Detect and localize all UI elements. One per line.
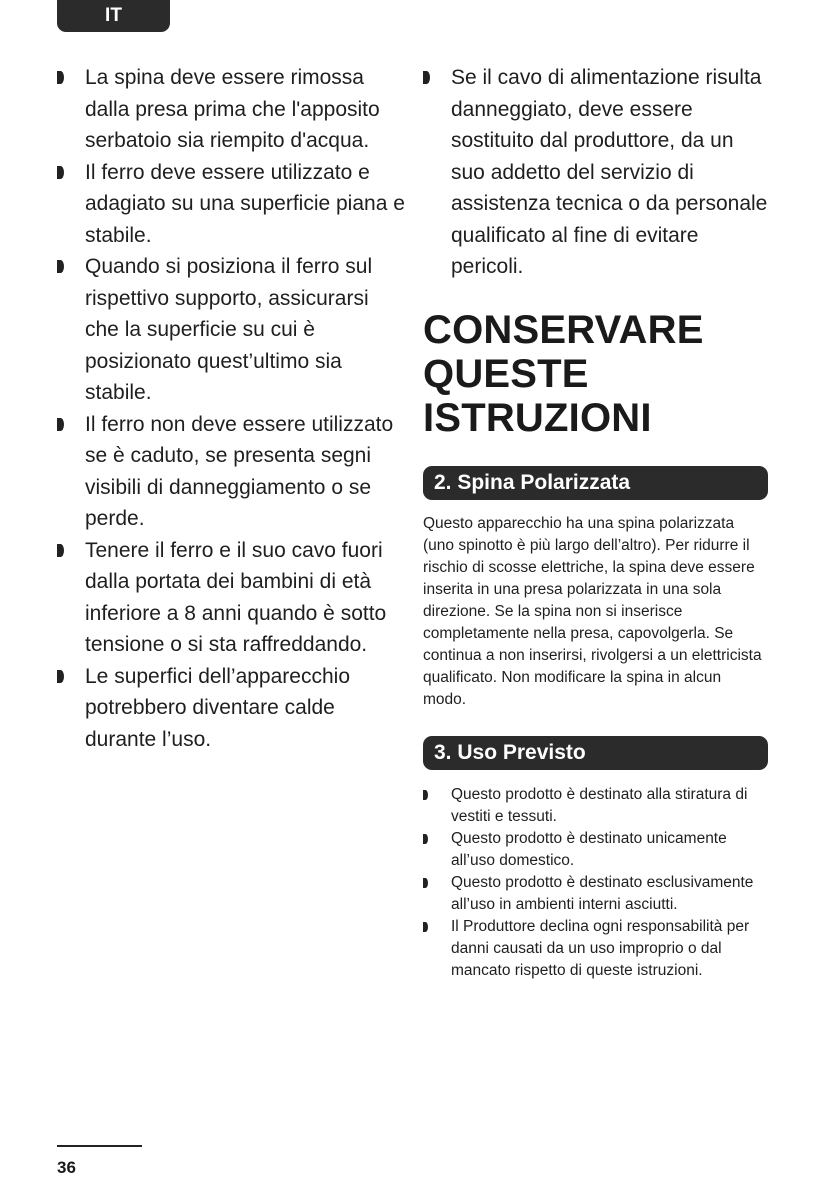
- section-2-title: 2. Spina Polarizzata: [423, 466, 768, 500]
- list-item: Il Produttore declina ogni responsabilità per danni causati da un uso improprio o dal mancato rispetto di queste istruzioni.: [423, 916, 768, 982]
- language-tab: [57, 0, 170, 32]
- list-item: Tenere il ferro e il suo cavo fuori dalla portata dei bambini di età inferiore a 8 anni quando è sotto tensione o si sta raffreddando.: [57, 535, 407, 661]
- bullet-icon: [57, 544, 64, 557]
- language-code: IT: [105, 5, 122, 26]
- bullet-icon: [57, 166, 64, 179]
- bullet-icon: [57, 260, 64, 273]
- list-item: Questo prodotto è destinato esclusivamente all’uso in ambienti interni asciutti.: [423, 872, 768, 916]
- left-column: [57, 62, 407, 755]
- safety-list-right: [423, 62, 768, 283]
- list-item: Il ferro deve essere utilizzato e adagiato su una superficie piana e stabile.: [57, 157, 407, 252]
- list-item: Se il cavo di alimentazione risulta danneggiato, deve essere sostituito dal produttore, da un suo addetto del servizio di assistenza tecnica o da personale qualificato al fine di evitare pericoli.: [423, 62, 768, 283]
- list-item: Questo prodotto è destinato unicamente all’uso domestico.: [423, 828, 768, 872]
- right-column: [423, 62, 768, 982]
- footer-divider: [57, 1145, 142, 1147]
- section-3-title: 3. Uso Previsto: [423, 736, 768, 770]
- bullet-icon: [423, 71, 430, 84]
- bullet-icon: [57, 71, 64, 84]
- section-2-text: Questo apparecchio ha una spina polarizzata (uno spinotto è più largo dell’altro). Per ridurre il rischio di scosse elettriche, la spina deve essere inserita in una presa polarizzata in una sola direzione. Se la spina non si inserisce completamente nella presa, capovolgerla. Se continua a non inserirsi, rivolgersi a un elettricista qualificato. Non modificare la spina in alcun modo.: [423, 514, 762, 708]
- bullet-icon: [57, 670, 64, 683]
- list-item: Quando si posiziona il ferro sul rispettivo supporto, assicurarsi che la superficie su cui è posizionato quest’ultimo sia stabile.: [57, 251, 407, 409]
- list-item: Il ferro non deve essere utilizzato se è caduto, se presenta segni visibili di danneggiamento o se perde.: [57, 409, 407, 535]
- intended-use-list: [423, 784, 768, 982]
- bullet-icon: [423, 878, 428, 888]
- bullet-icon: [423, 790, 428, 800]
- list-item: Questo prodotto è destinato alla stiratura di vestiti e tessuti.: [423, 784, 768, 828]
- page-number: 36: [57, 1158, 76, 1177]
- keep-instructions-heading: CONSERVARE QUESTE ISTRUZIONI: [423, 307, 704, 440]
- bullet-icon: [57, 418, 64, 431]
- safety-list-left: [57, 62, 407, 755]
- list-item: Le superfici dell’apparecchio potrebbero diventare calde durante l’uso.: [57, 661, 407, 756]
- bullet-icon: [423, 922, 428, 932]
- list-item: La spina deve essere rimossa dalla presa prima che l'apposito serbatoio sia riempito d'acqua.: [57, 62, 407, 157]
- bullet-icon: [423, 834, 428, 844]
